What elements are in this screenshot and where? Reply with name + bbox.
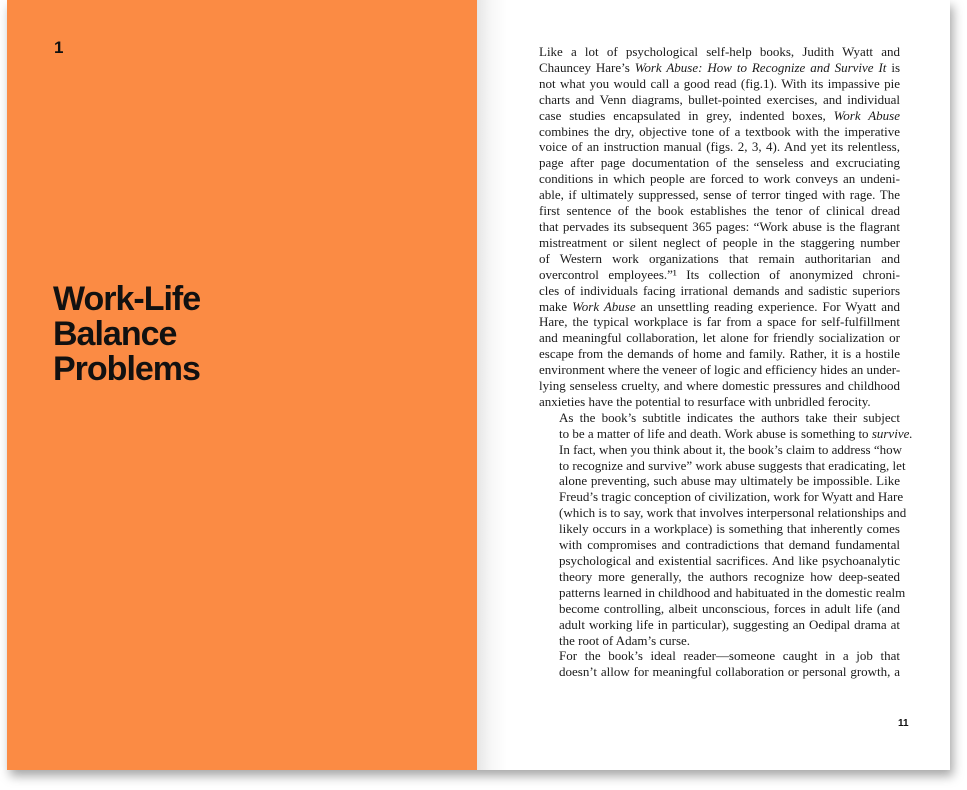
text-line: For the book’s ideal reader—someone caught in a job that xyxy=(559,648,900,664)
text-line: Freud’s tragic conception of civilization, work for Wyatt and Hare xyxy=(559,489,904,505)
text-line: first sentence of the book establishes the tenor of clinical dread xyxy=(539,203,900,219)
text-line: of Western work organizations that remain authoritarian and xyxy=(539,250,900,266)
text-line: psychological and existential sacrifices. And like psychoanalytic xyxy=(559,553,900,568)
text-line: anxieties have the potential to resurface with unbridled ferocity. xyxy=(539,393,871,409)
chapter-number: 1 xyxy=(54,38,64,57)
text-line: lying senseless cruelty, and where domestic pressures and childhood xyxy=(539,378,900,394)
paragraph-3 xyxy=(539,648,900,680)
text-line: conditions in which people are forced to work conveys an undeni- xyxy=(539,171,900,187)
right-page xyxy=(477,0,950,770)
text-line: Chauncey Hare’s Work Abuse: How to Recognize and Survive It is xyxy=(539,59,900,75)
text-line: theory more generally, the authors recognize how deep-seated xyxy=(559,568,900,584)
chapter-title-line: Problems xyxy=(53,350,200,388)
text-line: mistreatment or silent neglect of people in the staggering number xyxy=(539,234,900,250)
text-line: As the book’s subtitle indicates the authors take their subject xyxy=(559,409,900,425)
chapter-title-line: Balance xyxy=(53,315,177,353)
text-line: and meaningful collaboration, let alone for friendly socialization or xyxy=(539,330,900,346)
text-line: (which is to say, work that involves interpersonal relationships and xyxy=(559,505,907,521)
text-line: In fact, when you think about it, the book’s claim to address “how xyxy=(559,441,902,457)
text-line: to recognize and survive” work abuse suggests that eradicating, let xyxy=(559,457,906,473)
italic-phrase: Work Abuse xyxy=(833,107,901,123)
text-line: voice of an instruction manual (figs. 2, 3, 4). And yet its relentless, xyxy=(539,139,900,155)
paragraph-1 xyxy=(539,44,900,410)
text-line: adult working life in particular), suggesting an Oedipal drama at xyxy=(559,616,900,632)
text-line: case studies encapsulated in grey, indented boxes, Work Abuse xyxy=(539,107,901,123)
chapter-title xyxy=(53,282,200,387)
book-spread xyxy=(7,0,950,770)
left-page xyxy=(7,0,477,770)
text-line: alone preventing, such abuse may ultimately be impossible. Like xyxy=(559,473,900,489)
paragraph-2 xyxy=(539,409,913,649)
text-line: make Work Abuse an unsettling reading experience. For Wyatt and xyxy=(539,298,900,314)
text-line: Hare, the typical workplace is far from a space for self-fulfillment xyxy=(539,314,900,330)
text-line: to be a matter of life and death. Work abuse is something to survive. xyxy=(559,425,913,441)
text-line: escape from the demands of home and family. Rather, it is a hostile xyxy=(539,346,900,362)
page-number: 11 xyxy=(898,718,909,729)
italic-phrase: survive. xyxy=(871,425,913,441)
italic-phrase: Work Abuse: How to Recognize and Survive It xyxy=(634,59,887,75)
text-line: likely occurs in a workplace) is something that inherently comes xyxy=(559,521,900,537)
text-line: patterns learned in childhood and habituated in the domestic realm xyxy=(559,584,906,600)
text-line: Like a lot of psychological self-help books, Judith Wyatt and xyxy=(539,44,900,59)
text-line: able, if ultimately suppressed, sense of terror tinged with rage. The xyxy=(539,187,900,203)
text-line: overcontrol employees.”¹ Its collection of anonymized chroni- xyxy=(539,266,900,282)
text-line: not what you would call a good read (fig.1). With its impassive pie xyxy=(539,75,900,91)
text-line: cles of individuals facing irrational demands and sadistic superiors xyxy=(539,282,900,298)
text-line: page after page documentation of the senseless and excruciating xyxy=(539,155,900,171)
chapter-title-line: Work-Life xyxy=(53,280,201,318)
text-line: doesn’t allow for meaningful collaboration or personal growth, a xyxy=(559,664,900,680)
text-line: that pervades its subsequent 365 pages: “Work abuse is the flagrant xyxy=(539,218,900,234)
text-line: with compromises and contradictions that demand fundamental xyxy=(559,537,900,553)
text-line: charts and Venn diagrams, bullet-pointed exercises, and individual xyxy=(539,91,900,107)
italic-phrase: Work Abuse xyxy=(572,298,636,314)
text-line: combines the dry, objective tone of a textbook with the imperative xyxy=(539,123,900,139)
text-line: environment where the veneer of logic and efficiency hides an under- xyxy=(539,362,901,378)
text-line: the root of Adam’s curse. xyxy=(559,632,691,648)
body-text xyxy=(539,44,913,680)
text-line: become controlling, albeit unconscious, forces in adult life (and xyxy=(559,600,900,616)
